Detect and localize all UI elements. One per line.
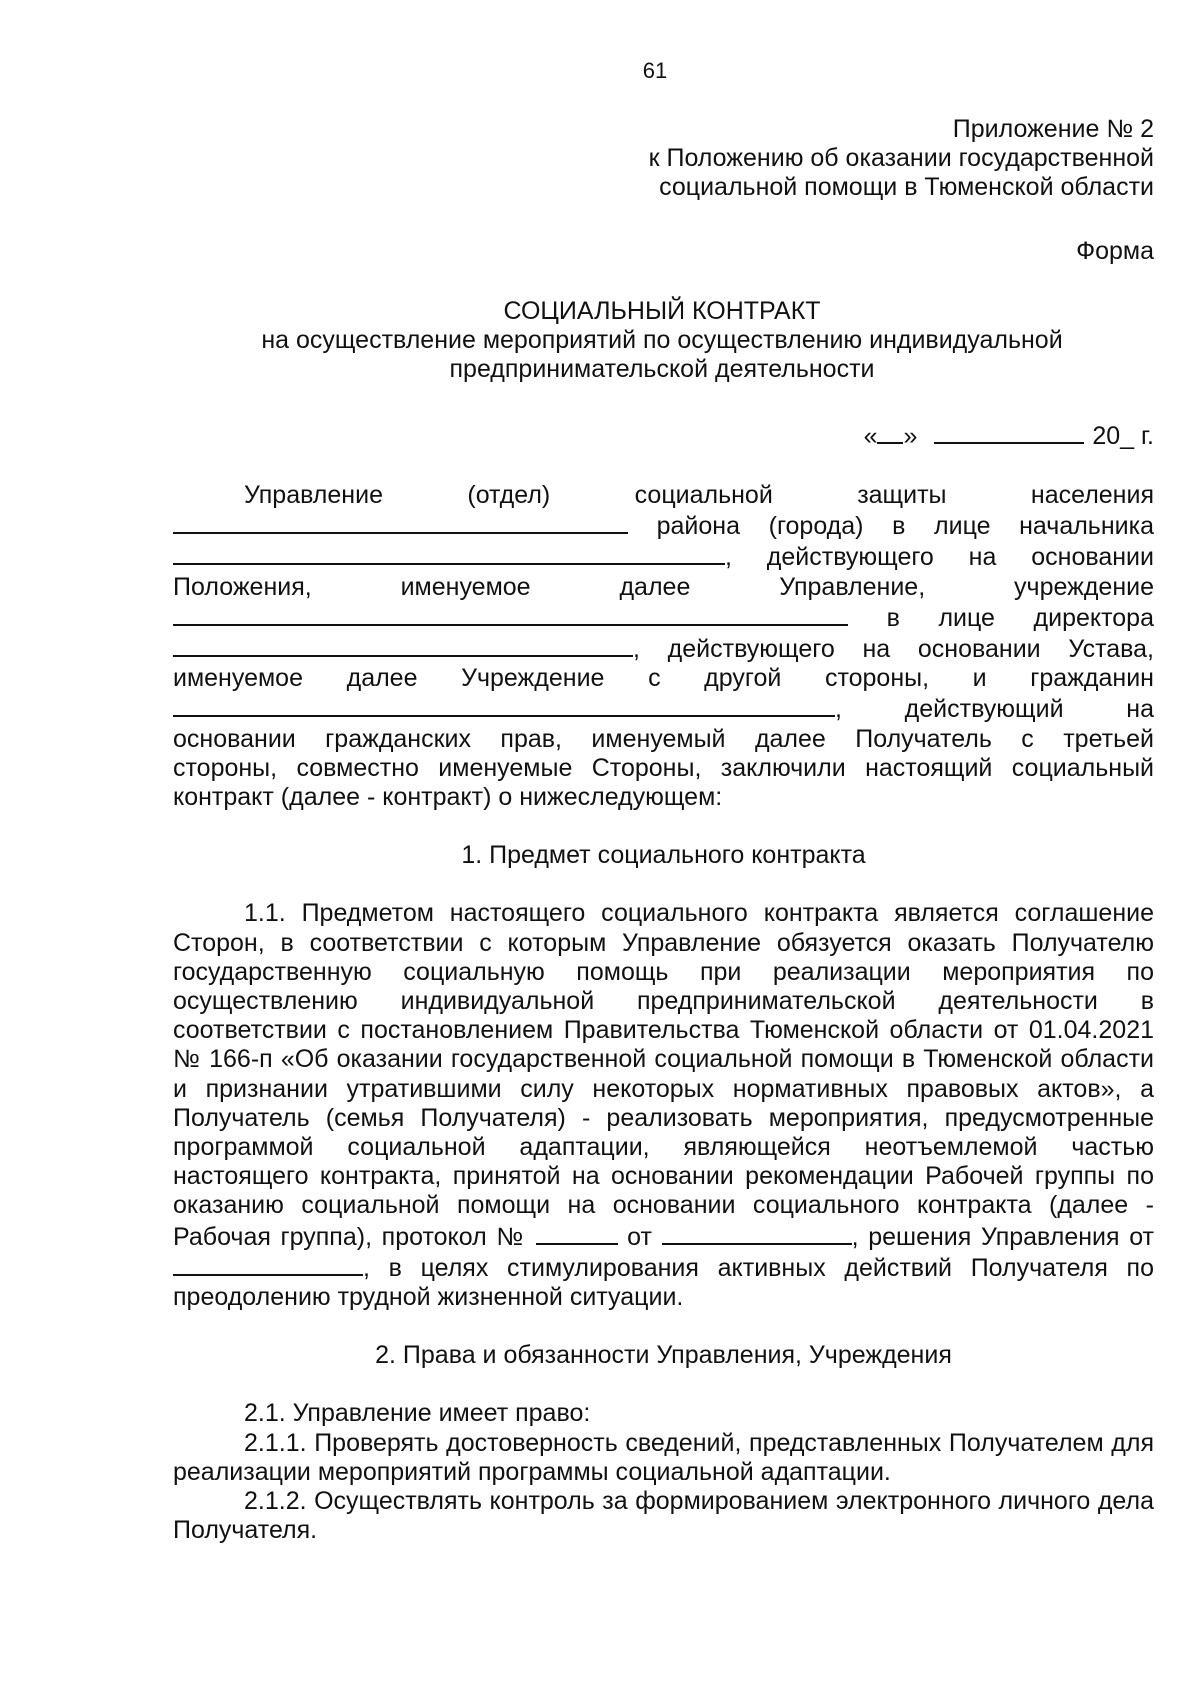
head-name-blank [173, 541, 725, 565]
preamble-line-6: , действующего на основании Устава, [173, 633, 1154, 664]
protocol-number-blank [536, 1221, 618, 1245]
protocol-date-blank [662, 1221, 852, 1245]
day-blank [877, 420, 903, 444]
clause-2-1-2: 2.1.2. Осуществлять контроль за формированием электронного личного дела Получателя. [173, 1487, 1154, 1545]
title-sub-1: на осуществление мероприятий по осуществлению индивидуальной [261, 326, 1063, 354]
page-number: 61 [642, 58, 668, 83]
appendix-line-2: к Положению об оказании государственной [648, 144, 1154, 172]
preamble-line-11: контракт (далее - контракт) о нижеследующем: [173, 783, 723, 812]
document-title [170, 297, 1154, 384]
preamble-line-10: стороны, совместно именуемые Стороны, заключили настоящий социальный [173, 753, 1154, 782]
citizen-name-blank [173, 693, 835, 717]
clause-2-1-1: 2.1.1. Проверять достоверность сведений, представленных Получателем для реализации мероприятий программы социальной адаптации. [173, 1428, 1154, 1486]
month-blank [934, 420, 1084, 444]
title-main: СОЦИАЛЬНЫЙ КОНТРАКТ [503, 297, 821, 325]
date-year: 20_ г. [1092, 422, 1154, 450]
date-quote-close: » [903, 422, 918, 450]
institution-blank [173, 602, 848, 626]
preamble-line-4: Положения, именуемое далее Управление, учреждение [173, 572, 1154, 601]
director-name-blank [173, 633, 633, 657]
date-quote-open: « [863, 422, 878, 450]
preamble-line-7: именуемое далее Учреждение с другой стороны, и гражданин [173, 664, 1154, 693]
preamble-line-9: основании гражданских прав, именуемый далее Получатель с третьей [173, 724, 1154, 753]
appendix-line-1: Приложение № 2 [952, 115, 1154, 143]
preamble-line-3: , действующего на основании [173, 541, 1154, 572]
form-label: Форма [1076, 237, 1154, 265]
appendix-block [649, 115, 1154, 202]
clause-2-1: 2.1. Управление имеет право: [244, 1399, 591, 1428]
district-blank [173, 510, 628, 534]
appendix-line-3: социальной помощи в Тюменской области [659, 173, 1154, 201]
section-1-paragraph: 1.1. Предметом настоящего социального контракта является соглашение Сторон, в соответствии с которым Управление обязуется оказать Получателю государственную социальную помощь при реализации мероприятия по осуществлению индивидуальной предпринимательской деятельности в соответствии с постановлением Правительства Тюменской области от 01.04.2021 № 166-п «Об оказании государственной социальной помощи в Тюменской области и признании утратившими силу некоторых нормативных правовых актов», а Получатель (семья Получателя) - реализовать мероприятия, предусмотренные программой социальной адаптации, являющейся неотъемлемой частью настоящего контракта, принятой на основании рекомендации Рабочей группы по оказанию социальной помощи на основании социального контракта (далее - Рабочая группа), протокол № от , решения Управления от , в целях стимулирования активных действий Получателя по преодолению трудной жизненной ситуации. [173, 899, 1155, 1312]
document-body [173, 481, 1154, 1546]
preamble-line-5: в лице директора [173, 602, 1154, 633]
title-sub-2: предпринимательской деятельности [449, 355, 875, 383]
decision-date-blank [173, 1252, 363, 1276]
date-line [864, 420, 1154, 451]
section-1-heading: 1. Предмет социального контракта [461, 841, 866, 870]
preamble-line-2: района (города) в лице начальника [173, 510, 1154, 541]
section-2-heading: 2. Права и обязанности Управления, Учреждения [375, 1341, 952, 1370]
preamble-line-1: Управление (отдел) социальной защиты населения [244, 481, 1154, 509]
preamble-line-8: , действующий на [173, 693, 1154, 724]
